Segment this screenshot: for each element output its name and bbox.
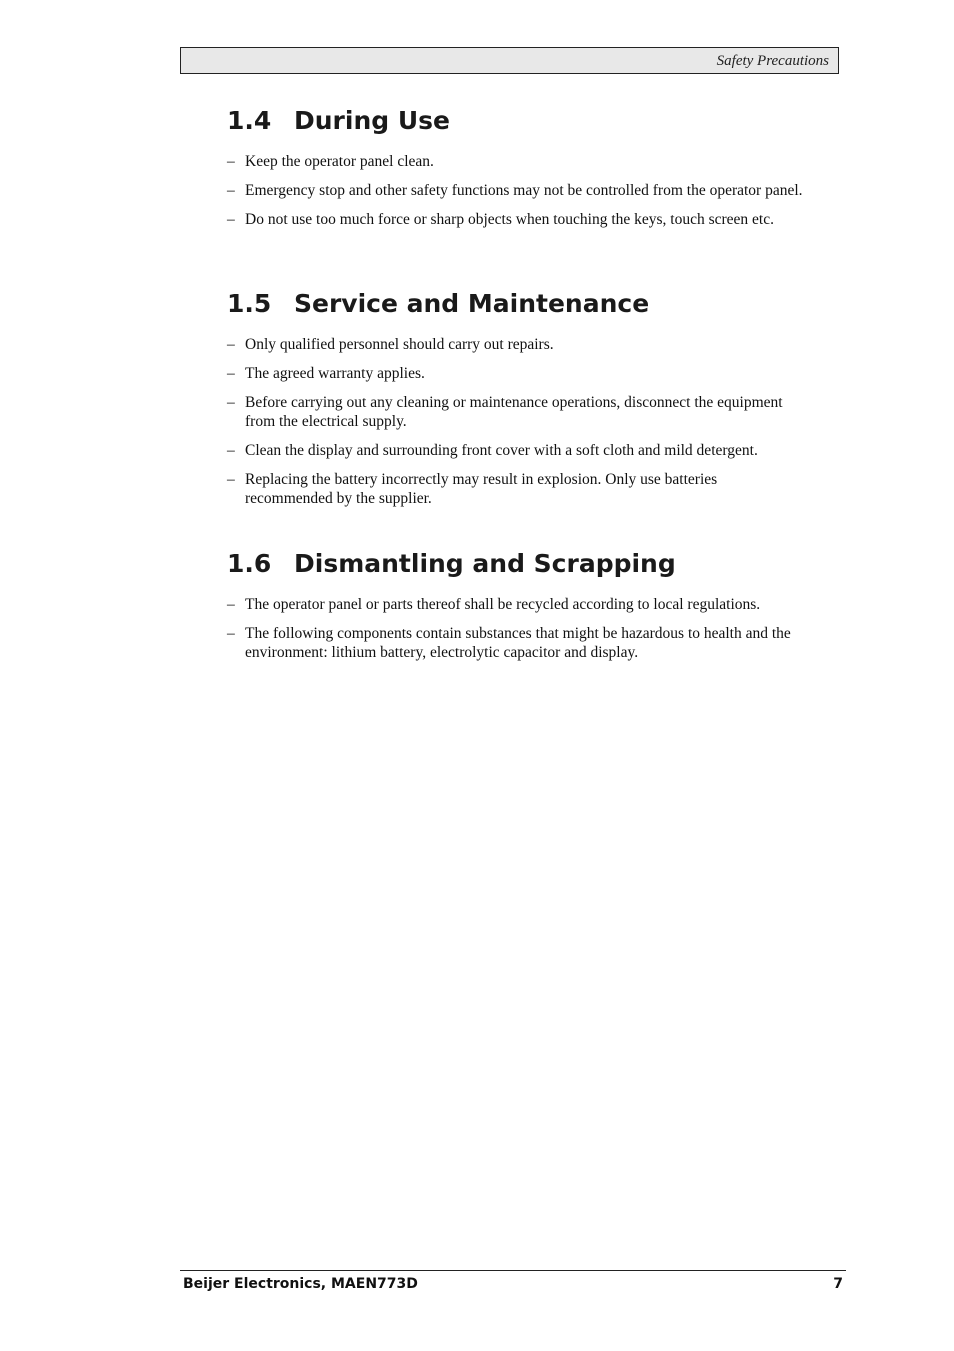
list-item-text: Before carrying out any cleaning or maintenance operations, disconnect the equipment from the electrical supply. [245,394,783,430]
footer-document-id: Beijer Electronics, MAEN773D [183,1276,418,1292]
bullet-dash: – [227,394,235,411]
list-item-text: The agreed warranty applies. [245,365,425,382]
list-item [227,470,807,508]
list-item-text: The following components contain substances that might be hazardous to health and the environment: lithium battery, electrolytic capacitor and display. [245,625,791,661]
list-item-text: Replacing the battery incorrectly may result in explosion. Only use batteries recommended by the supplier. [245,471,718,507]
bullet-dash: – [227,471,235,488]
running-header [180,47,839,74]
bullet-dash: – [227,211,235,228]
section-heading [227,549,807,579]
list-item-text: Only qualified personnel should carry out repairs. [245,336,554,353]
bullet-list [227,152,807,229]
bullet-dash: – [227,182,235,199]
page-number: 7 [833,1276,843,1292]
list-item [227,364,807,383]
section-title: During Use [294,106,450,135]
section-title: Service and Maintenance [294,289,650,318]
section-dismantling-scrapping [227,549,807,662]
header-title: Safety Precautions [716,53,829,69]
bullet-list [227,335,807,508]
section-number: 1.4 [227,106,272,135]
section-service-maintenance [227,289,807,508]
bullet-dash: – [227,442,235,459]
section-heading [227,106,807,136]
list-item-text: The operator panel or parts thereof shall be recycled according to local regulations. [245,596,761,613]
list-item-text: Emergency stop and other safety functions may not be controlled from the operator panel. [245,182,803,199]
section-number: 1.6 [227,549,272,578]
footer-divider [180,1270,846,1271]
bullet-dash: – [227,365,235,382]
list-item-text: Do not use too much force or sharp objects when touching the keys, touch screen etc. [245,211,774,228]
bullet-dash: – [227,625,235,642]
list-item [227,152,807,171]
bullet-dash: – [227,153,235,170]
bullet-list [227,595,807,662]
bullet-dash: – [227,596,235,613]
bullet-dash: – [227,336,235,353]
section-title: Dismantling and Scrapping [294,549,676,578]
list-item [227,335,807,354]
section-during-use [227,106,807,229]
list-item [227,210,807,229]
list-item [227,393,807,431]
list-item-text: Keep the operator panel clean. [245,153,434,170]
list-item [227,624,807,662]
list-item [227,181,807,200]
section-number: 1.5 [227,289,272,318]
list-item [227,595,807,614]
section-heading [227,289,807,319]
list-item [227,441,807,460]
list-item-text: Clean the display and surrounding front cover with a soft cloth and mild detergent. [245,442,758,459]
